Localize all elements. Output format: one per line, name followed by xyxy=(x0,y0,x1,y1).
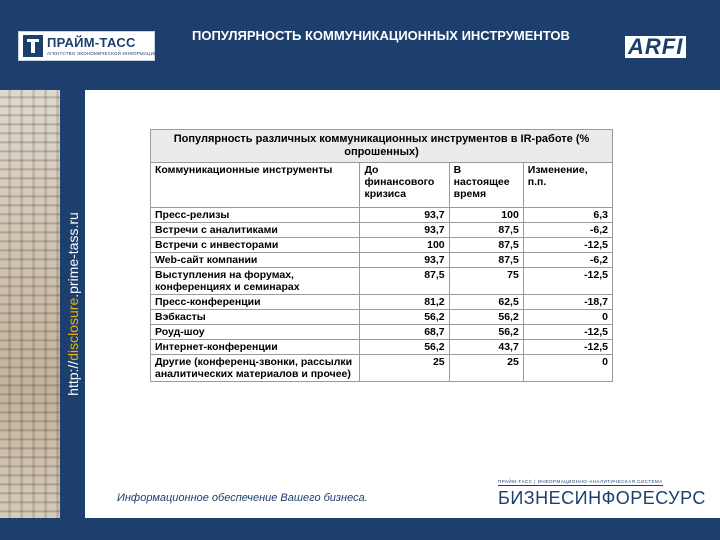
row-now: 56,2 xyxy=(449,325,523,340)
bottom-band xyxy=(0,518,720,540)
row-name: Встречи с инвесторами xyxy=(151,238,360,253)
row-name: Роуд-шоу xyxy=(151,325,360,340)
table-row xyxy=(151,295,613,310)
prime-tass-logo-icon xyxy=(23,35,43,57)
side-photo xyxy=(0,90,60,518)
table-row xyxy=(151,310,613,325)
row-name: Встречи с аналитиками xyxy=(151,223,360,238)
disclosure-url[interactable] xyxy=(63,94,83,514)
row-before: 93,7 xyxy=(360,223,449,238)
table-row xyxy=(151,325,613,340)
table-row xyxy=(151,340,613,355)
row-now: 62,5 xyxy=(449,295,523,310)
row-change: -12,5 xyxy=(523,325,612,340)
bir-tagline: ПРАЙМ-ТАСС | ИНФОРМАЦИОННО-АНАЛИТИЧЕСКАЯ СИСТЕМА xyxy=(498,479,663,484)
row-change: -18,7 xyxy=(523,295,612,310)
row-change: -6,2 xyxy=(523,253,612,268)
header-before: До финансового кризиса xyxy=(360,163,449,208)
row-now: 87,5 xyxy=(449,223,523,238)
row-before: 68,7 xyxy=(360,325,449,340)
row-name: Пресс-конференции xyxy=(151,295,360,310)
header-tools: Коммуникационные инструменты xyxy=(151,163,360,208)
bir-name: БИЗНЕСИНФОРЕСУРС xyxy=(498,488,706,508)
row-change: 0 xyxy=(523,355,612,382)
popularity-table xyxy=(150,129,613,382)
table-header-row xyxy=(151,163,613,208)
row-now: 25 xyxy=(449,355,523,382)
row-before: 87,5 xyxy=(360,268,449,295)
url-suffix: .prime-tass.ru xyxy=(64,212,81,298)
row-before: 56,2 xyxy=(360,310,449,325)
row-before: 81,2 xyxy=(360,295,449,310)
row-name: Пресс-релизы xyxy=(151,208,360,223)
row-now: 100 xyxy=(449,208,523,223)
row-change: -12,5 xyxy=(523,340,612,355)
row-now: 75 xyxy=(449,268,523,295)
table-row xyxy=(151,253,613,268)
logo-name: ПРАЙМ-ТАСС xyxy=(47,35,136,50)
url-prefix: http:// xyxy=(64,360,81,396)
table-row xyxy=(151,208,613,223)
row-before: 56,2 xyxy=(360,340,449,355)
bir-top-right: ИНФОРМАЦИОННО-АНАЛИТИЧЕСКАЯ СИСТЕМА xyxy=(537,479,663,484)
row-now: 43,7 xyxy=(449,340,523,355)
row-name: Web-сайт компании xyxy=(151,253,360,268)
row-name: Другие (конференц-звонки, рассылки аналитических материалов и прочее) xyxy=(151,355,360,382)
table-row xyxy=(151,223,613,238)
row-now: 56,2 xyxy=(449,310,523,325)
row-change: -12,5 xyxy=(523,268,612,295)
logo-tagline: АГЕНТСТВО ЭКОНОМИЧЕСКОЙ ИНФОРМАЦИИ xyxy=(47,51,158,56)
row-name: Вэбкасты xyxy=(151,310,360,325)
prime-tass-logo[interactable] xyxy=(18,31,158,61)
row-change: 0 xyxy=(523,310,612,325)
row-before: 93,7 xyxy=(360,208,449,223)
table-caption: Популярность различных коммуникационных инструментов в IR-работе (% опрошенных) xyxy=(151,130,613,163)
row-name: Интернет-конференции xyxy=(151,340,360,355)
row-change: 6,3 xyxy=(523,208,612,223)
url-highlight: disclosure xyxy=(64,297,81,361)
row-now: 87,5 xyxy=(449,253,523,268)
biznesinforesurs-logo[interactable] xyxy=(498,479,706,515)
table-body xyxy=(151,208,613,382)
row-now: 87,5 xyxy=(449,238,523,253)
page-title: ПОПУЛЯРНОСТЬ КОММУНИКАЦИОННЫХ ИНСТРУМЕНТОВ xyxy=(192,28,570,43)
table-row xyxy=(151,268,613,295)
row-before: 100 xyxy=(360,238,449,253)
header-band xyxy=(0,0,720,90)
row-before: 25 xyxy=(360,355,449,382)
table-row xyxy=(151,355,613,382)
footer-slogan: Информационное обеспечение Вашего бизнеса. xyxy=(117,492,368,504)
row-change: -6,2 xyxy=(523,223,612,238)
table-row xyxy=(151,238,613,253)
header-change: Изменение, п.п. xyxy=(523,163,612,208)
row-name: Выступления на форумах, конференциях и семинарах xyxy=(151,268,360,295)
arfi-logo[interactable]: ARFI xyxy=(625,36,686,58)
header-now: В настоящее время xyxy=(449,163,523,208)
bir-top-left: ПРАЙМ-ТАСС xyxy=(498,479,533,484)
row-before: 93,7 xyxy=(360,253,449,268)
row-change: -12,5 xyxy=(523,238,612,253)
